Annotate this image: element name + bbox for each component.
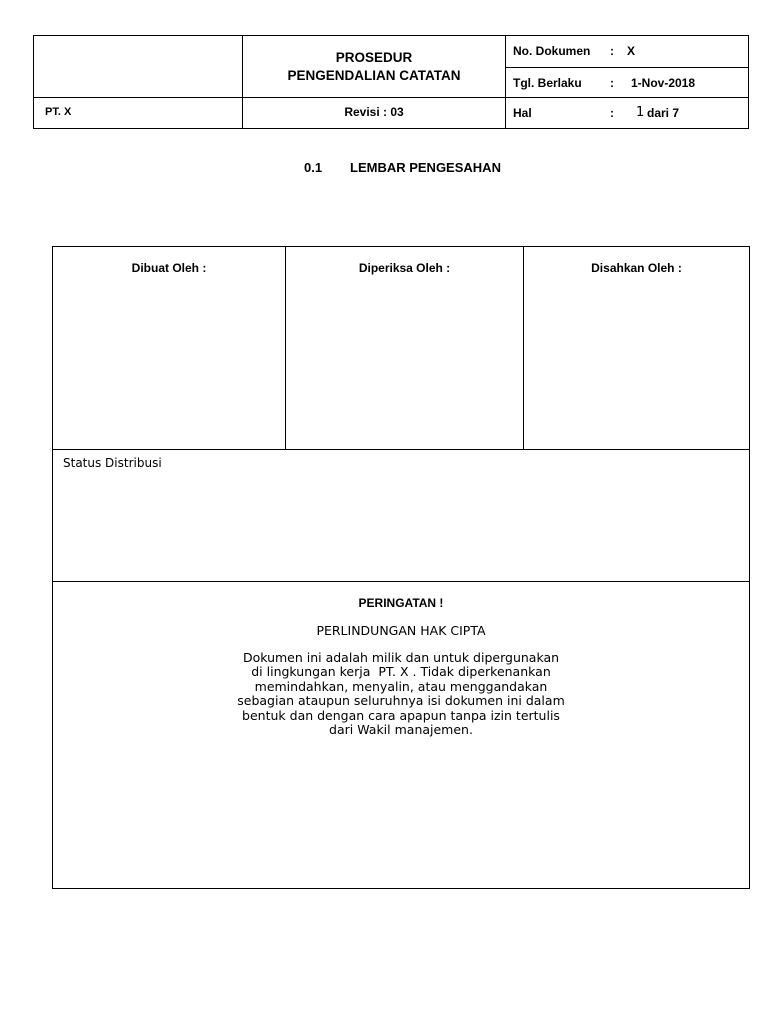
approval-divider-signatures: [52, 449, 750, 450]
header-border-right: [748, 35, 749, 129]
page-current: 1: [636, 105, 645, 120]
doc-number-colon: :: [610, 44, 614, 58]
approval-border-left: [52, 246, 53, 889]
warning-subtitle: PERLINDUNGAN HAK CIPTA: [316, 623, 486, 638]
approval-border-bottom: [52, 888, 750, 889]
approval-divider-distribution: [52, 581, 750, 582]
made-by-label: Dibuat Oleh :: [131, 261, 207, 275]
header-border-top: [33, 35, 749, 36]
warning-body-line: memindahkan, menyalin, atau menggandakan: [254, 678, 548, 694]
header-border-left: [33, 35, 34, 129]
approval-divider-col2: [523, 246, 524, 450]
header-divider-col2: [505, 35, 506, 129]
revision-label: Revisi : 03: [344, 105, 404, 119]
warning-body: [53, 651, 749, 737]
checked-by-label: Diperiksa Oleh :: [358, 261, 451, 275]
header-divider-row: [33, 97, 749, 98]
approval-border-right: [749, 246, 750, 889]
page-colon: :: [610, 106, 614, 120]
effective-date-colon: :: [610, 76, 614, 90]
approved-by-label: Disahkan Oleh :: [591, 261, 682, 275]
doc-number-label: No. Dokumen: [513, 44, 591, 58]
warning-body-line: di lingkungan kerja PT. X . Tidak diperkenankan: [251, 664, 551, 680]
page-label: Hal: [513, 106, 532, 120]
warning-body-line: sebagian ataupun seluruhnya isi dokumen ini dalam: [237, 693, 565, 709]
section-number: 0.1: [304, 160, 323, 175]
effective-date-label: Tgl. Berlaku: [513, 76, 582, 90]
document-title-line1: PROSEDUR: [335, 50, 413, 65]
doc-number-value: X: [627, 44, 636, 58]
warning-title: PERINGATAN !: [358, 596, 444, 610]
effective-date-value: 1-Nov-2018: [631, 76, 696, 90]
warning-body-line: dari Wakil manajemen.: [329, 722, 473, 738]
approval-border-top: [52, 246, 750, 247]
document-title: [243, 49, 505, 85]
header-border-bottom: [33, 128, 749, 129]
distribution-status-label: Status Distribusi: [63, 456, 162, 470]
document-title-line2: PENGENDALIAN CATATAN: [287, 68, 461, 83]
page-total: dari 7: [647, 106, 680, 120]
header-divider-right-1: [505, 67, 749, 68]
approval-divider-col1: [285, 246, 286, 450]
company-name: PT. X: [45, 106, 72, 118]
warning-body-line: bentuk dan dengan cara apapun tanpa izin tertulis: [242, 707, 560, 723]
warning-body-line: Dokumen ini adalah milik dan untuk dipergunakan: [242, 650, 560, 665]
section-title: LEMBAR PENGESAHAN: [350, 160, 501, 175]
